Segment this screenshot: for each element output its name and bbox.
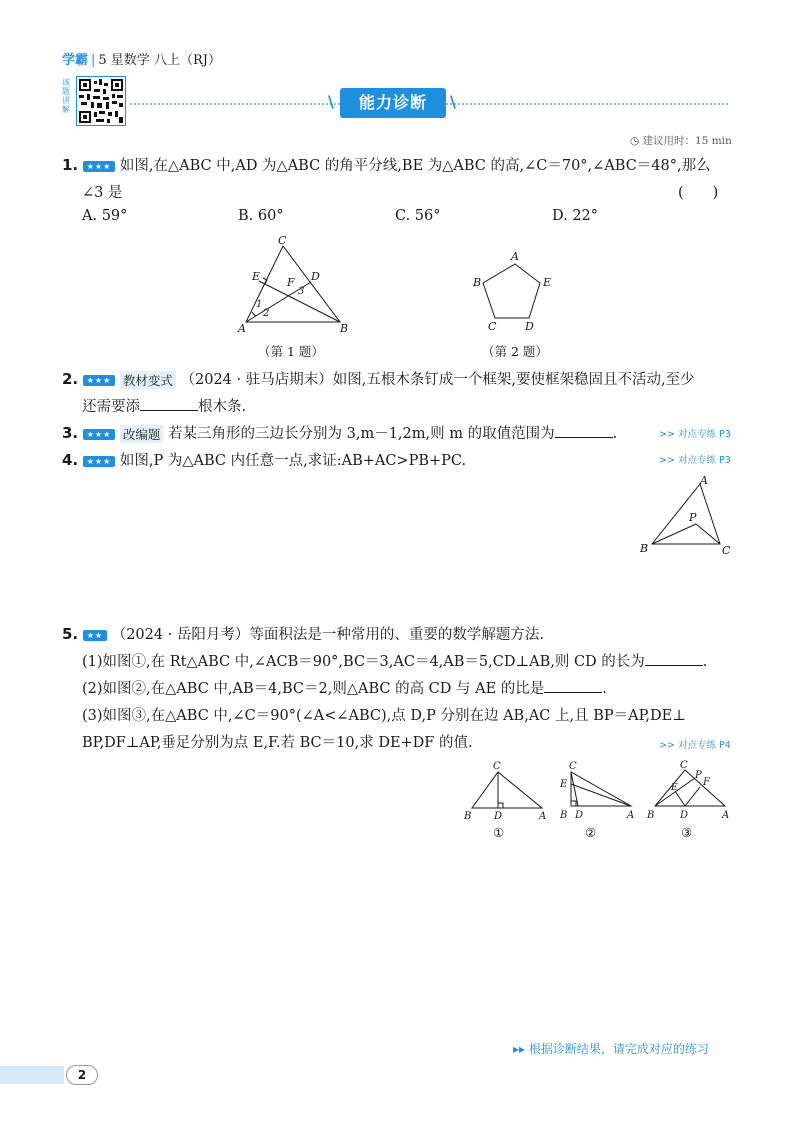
question-2-line2: 还需要添 根木条. bbox=[82, 399, 247, 415]
option-d[interactable]: D. 22° bbox=[552, 208, 599, 224]
figure-1-caption: （第 1 题） bbox=[258, 344, 324, 359]
question-5-part-1: (1)如图①,在 Rt△ABC 中,∠ACB＝90°,BC＝3,AC＝4,AB＝5,CD⊥AB,则 CD 的长为 . bbox=[82, 654, 708, 670]
svg-text:D: D bbox=[680, 810, 689, 821]
svg-text:B: B bbox=[464, 811, 472, 822]
svg-text:P: P bbox=[695, 770, 702, 781]
question-1 bbox=[62, 154, 711, 175]
qr-code-icon[interactable] bbox=[76, 76, 126, 126]
question-text: （2024 · 驻马店期末）如图,五根木条钉成一个框架,要使框架稳固且不活动,至少 bbox=[180, 372, 695, 388]
practice-link[interactable]: >> 对点专练 P3 bbox=[659, 455, 731, 466]
difficulty-stars: ★★★ bbox=[83, 375, 116, 386]
svg-text:B: B bbox=[640, 542, 649, 555]
question-5-part-2: (2)如图②,在△ABC 中,AB＝4,BC＝2,则△ABC 的高 CD 与 AE 的比是 . bbox=[82, 681, 607, 697]
figure-5-2-label: ② bbox=[585, 825, 597, 840]
question-tag: 改编题 bbox=[120, 425, 164, 443]
svg-text:E: E bbox=[252, 270, 261, 283]
book-title: 5 星数学 八上（RJ） bbox=[98, 53, 221, 68]
suggested-time: ◷ 建议用时：15 min bbox=[630, 135, 732, 147]
svg-text:F: F bbox=[703, 777, 710, 788]
difficulty-stars: ★★ bbox=[83, 630, 107, 641]
brand-logo: 学霸 bbox=[62, 53, 89, 68]
svg-text:3: 3 bbox=[298, 286, 305, 297]
figure-2-pentagon bbox=[470, 248, 560, 333]
question-number: 5. bbox=[62, 625, 79, 643]
figure-5-1 bbox=[460, 758, 555, 823]
question-number: 4. bbox=[62, 451, 79, 469]
answer-blank[interactable] bbox=[555, 424, 613, 438]
svg-text:A: A bbox=[627, 810, 635, 821]
svg-text:F: F bbox=[287, 276, 295, 289]
practice-link[interactable]: >> 对点专练 P4 bbox=[659, 740, 731, 751]
option-b[interactable]: B. 60° bbox=[238, 208, 284, 224]
question-text: 如图,P 为△ABC 内任意一点,求证:AB+AC>PB+PC. bbox=[119, 453, 467, 469]
answer-blank[interactable] bbox=[140, 397, 198, 411]
question-text: （2024 · 岳阳月考）等面积法是一种常用的、重要的数学解题方法. bbox=[111, 627, 545, 643]
svg-text:C: C bbox=[722, 544, 731, 557]
svg-text:B: B bbox=[340, 322, 349, 334]
question-5 bbox=[62, 623, 544, 644]
svg-text:E: E bbox=[671, 783, 678, 793]
title-slash-right: \ bbox=[450, 92, 456, 111]
question-number: 2. bbox=[62, 370, 79, 388]
page-tab bbox=[0, 1066, 64, 1084]
difficulty-stars: ★★★ bbox=[83, 161, 116, 172]
svg-text:D: D bbox=[575, 810, 584, 821]
svg-text:C: C bbox=[569, 761, 577, 772]
question-number: 1. bbox=[62, 156, 79, 174]
difficulty-stars: ★★★ bbox=[83, 456, 116, 467]
qr-label: 该题讲解 bbox=[62, 78, 70, 114]
question-text: 若某三角形的三边长分别为 3,m－1,2m,则 m 的取值范围为 bbox=[168, 426, 555, 442]
page-number: 2 bbox=[66, 1065, 98, 1085]
answer-bracket[interactable]: ( ) bbox=[678, 185, 719, 201]
svg-text:A: A bbox=[511, 250, 519, 263]
figure-4-triangle bbox=[636, 474, 736, 559]
question-5-part-3-line2: BP,DF⊥AP,垂足分别为点 E,F.若 BC＝10,求 DE+DF 的值. bbox=[82, 735, 473, 751]
svg-text:A: A bbox=[238, 322, 246, 334]
svg-text:C: C bbox=[680, 760, 688, 771]
title-slash-left: \ bbox=[328, 92, 334, 111]
svg-text:A: A bbox=[700, 474, 708, 487]
question-3: 3. ★★★ 改编题 若某三角形的三边长分别为 3,m－1,2m,则 m 的取值范围为 . bbox=[62, 424, 618, 442]
svg-text:A: A bbox=[539, 811, 547, 822]
question-tag: 教材变式 bbox=[120, 371, 176, 389]
clock-icon: ◷ bbox=[630, 135, 640, 147]
svg-text:D: D bbox=[525, 320, 534, 333]
practice-link[interactable]: >> 对点专练 P3 bbox=[659, 429, 731, 440]
question-2 bbox=[62, 368, 695, 389]
svg-text:E: E bbox=[543, 276, 552, 289]
svg-text:2: 2 bbox=[263, 308, 270, 319]
question-1-line2: ∠3 是 bbox=[82, 185, 123, 201]
answer-blank[interactable] bbox=[544, 679, 602, 693]
answer-blank[interactable] bbox=[645, 652, 703, 666]
figure-5-3 bbox=[645, 758, 735, 823]
question-number: 3. bbox=[62, 424, 79, 442]
question-text: 如图,在△ABC 中,AD 为△ABC 的角平分线,BE 为△ABC 的高,∠C＝70°,∠ABC＝48°,那么 bbox=[119, 158, 711, 174]
svg-text:P: P bbox=[689, 511, 697, 524]
svg-text:C: C bbox=[488, 320, 497, 333]
book-header: 学霸 | 5 星数学 八上（RJ） bbox=[62, 53, 221, 68]
svg-text:E: E bbox=[560, 779, 568, 790]
figure-5-3-label: ③ bbox=[681, 825, 693, 840]
svg-text:D: D bbox=[311, 270, 320, 283]
difficulty-stars: ★★★ bbox=[83, 429, 116, 440]
figure-5-2 bbox=[556, 758, 641, 823]
footer-note: ▸▸ 根据诊断结果，请完成对应的练习 bbox=[513, 1042, 709, 1056]
svg-text:B: B bbox=[560, 810, 568, 821]
figure-1-triangle bbox=[232, 234, 362, 334]
option-a[interactable]: A. 59° bbox=[82, 208, 128, 224]
figure-2-caption: （第 2 题） bbox=[482, 344, 548, 359]
svg-text:C: C bbox=[278, 234, 287, 247]
question-5-part-3: (3)如图③,在△ABC 中,∠C＝90°(∠A<∠ABC),点 D,P 分别在边 AB,AC 上,且 BP＝AP,DE⊥ bbox=[82, 708, 686, 724]
svg-text:D: D bbox=[494, 811, 503, 822]
option-c[interactable]: C. 56° bbox=[395, 208, 441, 224]
svg-text:A: A bbox=[722, 810, 730, 821]
svg-text:1: 1 bbox=[256, 299, 263, 310]
figure-5-1-label: ① bbox=[493, 825, 505, 840]
svg-text:B: B bbox=[647, 810, 655, 821]
question-4 bbox=[62, 449, 466, 470]
svg-text:B: B bbox=[473, 276, 482, 289]
svg-text:C: C bbox=[493, 761, 501, 772]
section-title: 能力诊断 bbox=[340, 88, 446, 118]
